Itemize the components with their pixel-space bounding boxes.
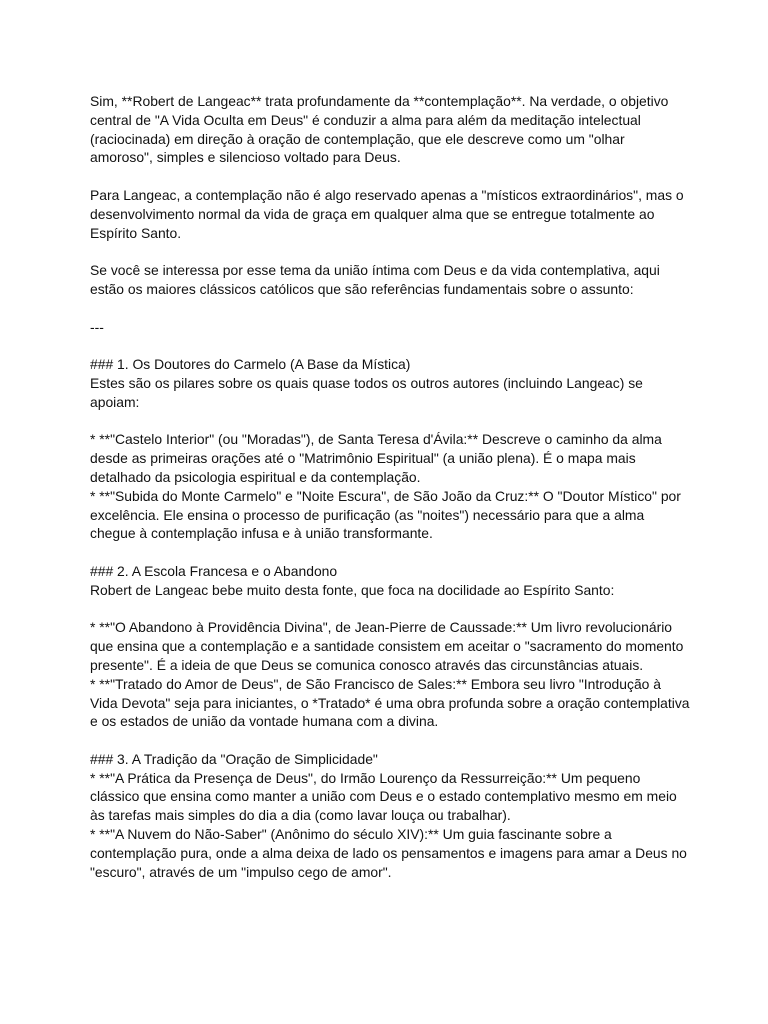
section-heading: ### 2. A Escola Francesa e o Abandono <box>90 562 338 579</box>
list-item: * **"Subida do Monte Carmelo" e "Noite Escura", de São João da Cruz:** O "Doutor Místico" por excelência. Ele ensina o processo de purificação (as "noites") necessário para que a alma chegue à contemplação infusa e à união transformante. <box>90 487 681 542</box>
section-lead: Robert de Langeac bebe muito desta fonte, que foca na docilidade ao Espírito Santo: <box>90 581 615 598</box>
list-item: * **"O Abandono à Providência Divina", de Jean-Pierre de Caussade:** Um livro revolucionário que ensina que a contemplação e a santidade consistem em aceitar o "sacramento do momento presente". É a ideia de que Deus se comunica conosco através das circunstâncias atuais. <box>90 619 684 673</box>
section-simplicidade <box>90 750 690 882</box>
list-item: * **"Castelo Interior" (ou "Moradas"), de Santa Teresa d'Ávila:** Descreve o caminho da alma desde as primeiras orações até o "Matrimônio Espiritual" (a união plena). É o mapa mais detalhado da psicologia espiritual e da contemplação. <box>90 431 662 485</box>
intro-paragraph: Sim, **Robert de Langeac** trata profundamente da **contemplação**. Na verdade, o objetivo central de "A Vida Oculta em Deus" é conduzir a alma para além da meditação intelectual (raciocinada) em direção à oração de contemplação, que ele descreve como um "olhar amoroso", simples e silencioso voltado para Deus. <box>90 93 669 166</box>
section-escola-francesa <box>90 562 690 731</box>
intro-paragraph: Para Langeac, a contemplação não é algo reservado apenas a "místicos extraordinários", mas o desenvolvimento normal da vida de graça em qualquer alma que se entregue totalmente ao Espírito Santo. <box>90 186 684 241</box>
list-item: * **"A Nuvem do Não-Saber" (Anônimo do século XIV):** Um guia fascinante sobre a contemplação pura, onde a alma deixa de lado os pensamentos e imagens para amar a Deus no "escuro", através de um "impulso cego de amor". <box>90 826 687 880</box>
intro-paragraph: Se você se interessa por esse tema da união íntima com Deus e da vida contemplativa, aqui estão os maiores clássicos católicos que são referências fundamentais sobre o assunto: <box>90 262 660 297</box>
section-lead: Estes são os pilares sobre os quais quase todos os outros autores (incluindo Langeac) se apoiam: <box>90 374 643 410</box>
list-item: * **"A Prática da Presença de Deus", do Irmão Lourenço da Ressurreição:** Um pequeno clássico que ensina como manter a união com Deus e o estado contemplativo mesmo em meio às tarefas mais simples do dia a dia (como lavar louça ou trabalhar). <box>90 769 677 824</box>
document-body <box>90 92 690 881</box>
section-heading: ### 1. Os Doutores do Carmelo (A Base da Mística) <box>90 356 411 373</box>
section-carmelo <box>90 355 690 543</box>
section-divider: --- <box>90 318 104 335</box>
section-heading: ### 3. A Tradição da "Oração de Simplicidade" <box>90 750 378 767</box>
list-item: * **"Tratado do Amor de Deus", de São Francisco de Sales:** Embora seu livro "Introdução à Vida Devota" seja para iniciantes, o *Tratado* é uma obra profunda sobre a oração contemplativa e os estados de união da vontade humana com a divina. <box>90 675 690 730</box>
